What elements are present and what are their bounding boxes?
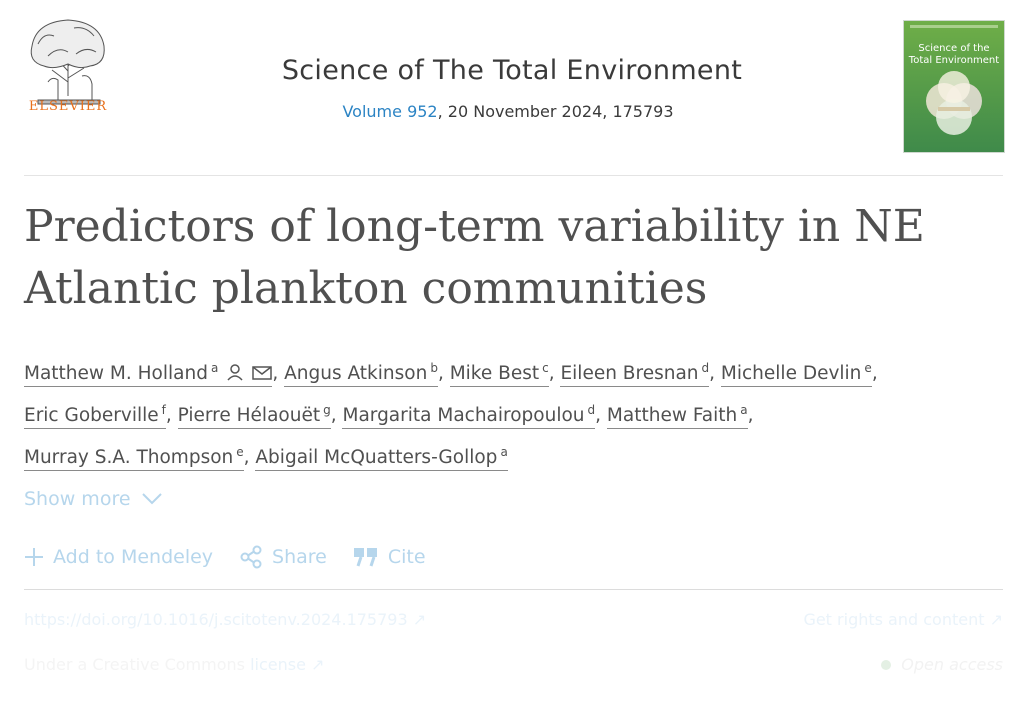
show-more-button[interactable] <box>24 488 163 510</box>
share-label: Share <box>272 546 327 568</box>
article-title: Predictors of long-term variability in NE Atlantic plankton communities <box>24 201 925 314</box>
open-access-badge: Open access <box>881 655 1003 674</box>
author-link[interactable]: Michelle Devlin $^e$ <box>721 363 872 387</box>
publisher-name: ELSEVIER <box>28 99 108 114</box>
journal-title[interactable]: Science of The Total Environment <box>281 55 743 86</box>
add-to-mendeley-label: Add to Mendeley <box>53 546 214 568</box>
author-link[interactable]: Eileen Bresnan $^d$ <box>560 363 709 387</box>
author-link[interactable]: Margarita Machairopoulou $^d$ <box>342 405 595 429</box>
author-link[interactable]: Matthew Faith $^a$ <box>607 405 748 429</box>
get-rights-link[interactable]: Get rights and content ↗ <box>803 610 1003 629</box>
plus-icon <box>24 547 44 567</box>
journal-issue-info <box>0 102 1016 121</box>
author-link[interactable]: Eric Goberville $^f$ <box>24 405 166 429</box>
author-list: Matthew M. Holland $^a$ , Angus Atkinson $^b$, Mike Best $^c$, Eileen Bresnan $^d$, Michelle Devlin $^e$, Eric Goberville $^f$, Pierre Hélaouët $^g$, Margarita Machairopoulou $^d$, Matthew Faith $^a$, Murray S.A. Thompson $^e$, Abigail McQuatters-Gollop $^a$ <box>24 350 1004 476</box>
share-button[interactable] <box>239 545 327 569</box>
cite-label: Cite <box>387 546 426 568</box>
author-link[interactable]: Abigail McQuatters-Gollop $^a$ <box>255 447 507 471</box>
person-icon <box>226 363 244 381</box>
volume-link[interactable]: Volume 952 <box>342 102 438 121</box>
issue-details: , 20 November 2024, 175793 <box>437 102 674 121</box>
chevron-down-icon <box>141 492 163 506</box>
author-link[interactable]: Pierre Hélaouët $^g$ <box>178 405 331 429</box>
author-link[interactable]: Matthew M. Holland $^a$ <box>24 363 272 387</box>
header-divider <box>24 175 1003 176</box>
cover-title-line1: Science of the <box>918 43 990 54</box>
show-more-label: Show more <box>24 488 131 510</box>
journal-cover-image[interactable] <box>903 20 1005 153</box>
cover-title-line2: Total Environment <box>908 55 1000 66</box>
author-link[interactable]: Angus Atkinson $^b$ <box>284 363 438 387</box>
cover-artwork <box>904 21 1004 152</box>
license-info: Under a Creative Commons license ↗ <box>24 655 325 674</box>
add-to-mendeley-button[interactable] <box>24 546 213 568</box>
quote-icon <box>353 546 379 568</box>
open-access-dot-icon <box>881 660 891 670</box>
cite-button[interactable] <box>353 546 426 568</box>
share-icon <box>239 545 263 569</box>
doi-link[interactable]: https://doi.org/10.1016/j.scitotenv.2024.175793 ↗ <box>24 610 427 629</box>
license-link[interactable]: license ↗ <box>250 655 325 674</box>
author-link[interactable]: Mike Best $^c$ <box>450 363 549 387</box>
author-link[interactable]: Murray S.A. Thompson $^e$ <box>24 447 244 471</box>
article-toolbar <box>24 545 452 569</box>
email-icon <box>252 365 272 381</box>
toolbar-divider <box>24 589 1003 590</box>
